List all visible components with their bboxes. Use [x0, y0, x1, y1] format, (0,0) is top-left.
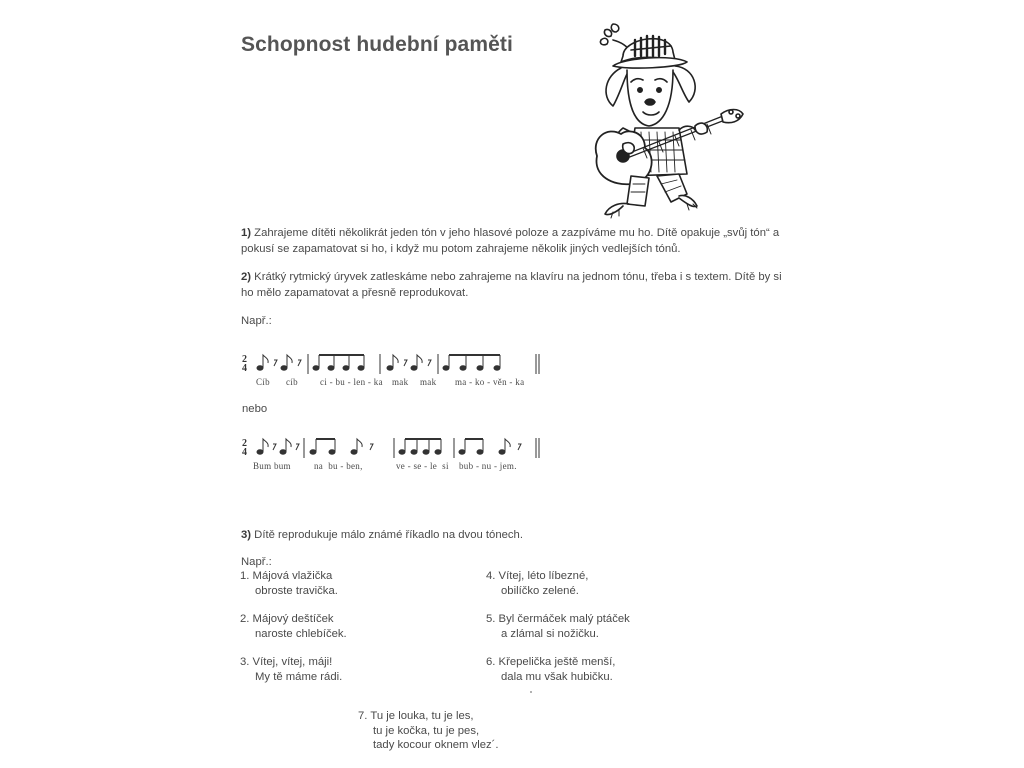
- rhyme-1: [240, 569, 338, 598]
- section-3-paragraph: [241, 528, 793, 544]
- or-label: nebo: [242, 403, 268, 415]
- rhyme-5: [486, 612, 630, 641]
- section-2-text: Krátký rytmický úryvek zatleskáme nebo zahrajeme na klavíru na jednom tónu, třeba i s textem. Dítě by si ho mělo zapamatovat a přesně reprodukovat.: [241, 271, 782, 299]
- final-bar-line: [536, 354, 539, 374]
- rhyme-line: obilíčko zelené.: [501, 584, 579, 597]
- rhyme-line: tu je kočka, tu je pes,: [373, 724, 480, 737]
- page-title: Schopnost hudební paměti: [241, 33, 513, 56]
- lyrics-1-cibulenka: ci - bu - len - ka: [320, 377, 383, 387]
- lyrics-2-vesele-si: ve - se - le si: [396, 461, 449, 471]
- rhyme-6: [486, 655, 615, 684]
- lyrics-2-na-buben: na bu - ben,: [314, 461, 363, 471]
- rhyme-line: obroste travička.: [255, 584, 338, 597]
- section-3-number: 3): [241, 529, 252, 541]
- rhyme-line: 6. Křepelička ještě menší,: [486, 656, 616, 668]
- rhythm-notation-2: [238, 434, 548, 462]
- eighth-note-group-3: [257, 439, 299, 454]
- section-1-paragraph: [241, 226, 793, 257]
- rhyme-3: [240, 655, 342, 684]
- example-label-2: Např.:: [241, 556, 272, 568]
- section-2-number: 2): [241, 271, 252, 283]
- time-signature-bottom-2: 4: [242, 447, 247, 458]
- rhyme-line: 4. Vítej, léto líbezné,: [486, 570, 589, 582]
- eighth-note-group-2: [387, 355, 431, 370]
- beamed-sixteenths-3: [399, 439, 441, 454]
- eighth-note-group-1: [257, 355, 301, 370]
- section-1-text: Zahrajeme dítěti několikrát jeden tón v jeho hlasové poloze a zazpíváme mu ho. Dítě opakuje „svůj tón“ a pokusí se zapamatovat si ho, i když mu potom zahrajeme několik jiných vedlejších tónů.: [241, 227, 780, 255]
- beamed-eighths-2: [459, 439, 521, 454]
- lyrics-2-bubnujem: bub - nu - jem.: [459, 461, 517, 471]
- dog-guitarist-illustration: [583, 16, 753, 226]
- lyrics-1-cib-b: cíb: [286, 377, 298, 387]
- rhyme-line: 2. Májový deštíček: [240, 613, 334, 625]
- rhyme-4: [486, 569, 588, 598]
- beamed-sixteenths-2: [443, 355, 500, 370]
- rhyme-line: naroste chlebíček.: [255, 627, 347, 640]
- lyrics-1-makovenka: ma - ko - věn - ka: [455, 377, 525, 387]
- lyrics-2-bum-bum: Bum bum: [253, 461, 291, 471]
- rhyme-line: 7. Tu je louka, tu je les,: [358, 710, 474, 722]
- rhyme-7: [358, 709, 499, 753]
- section-2-paragraph: [241, 270, 793, 301]
- beamed-sixteenths-1: [313, 355, 364, 370]
- scan-speck: [530, 691, 532, 693]
- rhyme-line: My tě máme rádi.: [255, 670, 343, 683]
- rhythm-notation-1: [238, 350, 548, 378]
- example-label-1: Např.:: [241, 315, 272, 327]
- section-1-number: 1): [241, 227, 252, 239]
- time-signature-top-2: 2: [242, 438, 247, 449]
- time-signature-bottom-1: 4: [242, 363, 247, 374]
- rhyme-2: [240, 612, 347, 641]
- beamed-eighths-1: [310, 439, 373, 454]
- time-signature-top-1: 2: [242, 354, 247, 365]
- lyrics-1-mak-b: mak: [420, 377, 437, 387]
- final-bar-line: [536, 438, 539, 458]
- lyrics-1-mak-a: mak: [392, 377, 409, 387]
- rhyme-line: 1. Májová vlažička: [240, 570, 333, 582]
- rhyme-line: 3. Vítej, vítej, máji!: [240, 656, 333, 668]
- section-3-text: Dítě reprodukuje málo známé říkadlo na dvou tónech.: [251, 529, 523, 541]
- rhyme-line: dala mu však hubičku.: [501, 670, 613, 683]
- lyrics-1-cib-a: Cíb: [256, 377, 270, 387]
- rhyme-line: a zlámal si nožičku.: [501, 627, 599, 640]
- rhyme-line: tady kocour oknem vlez´.: [373, 739, 499, 751]
- rhyme-line: 5. Byl čermáček malý ptáček: [486, 613, 630, 625]
